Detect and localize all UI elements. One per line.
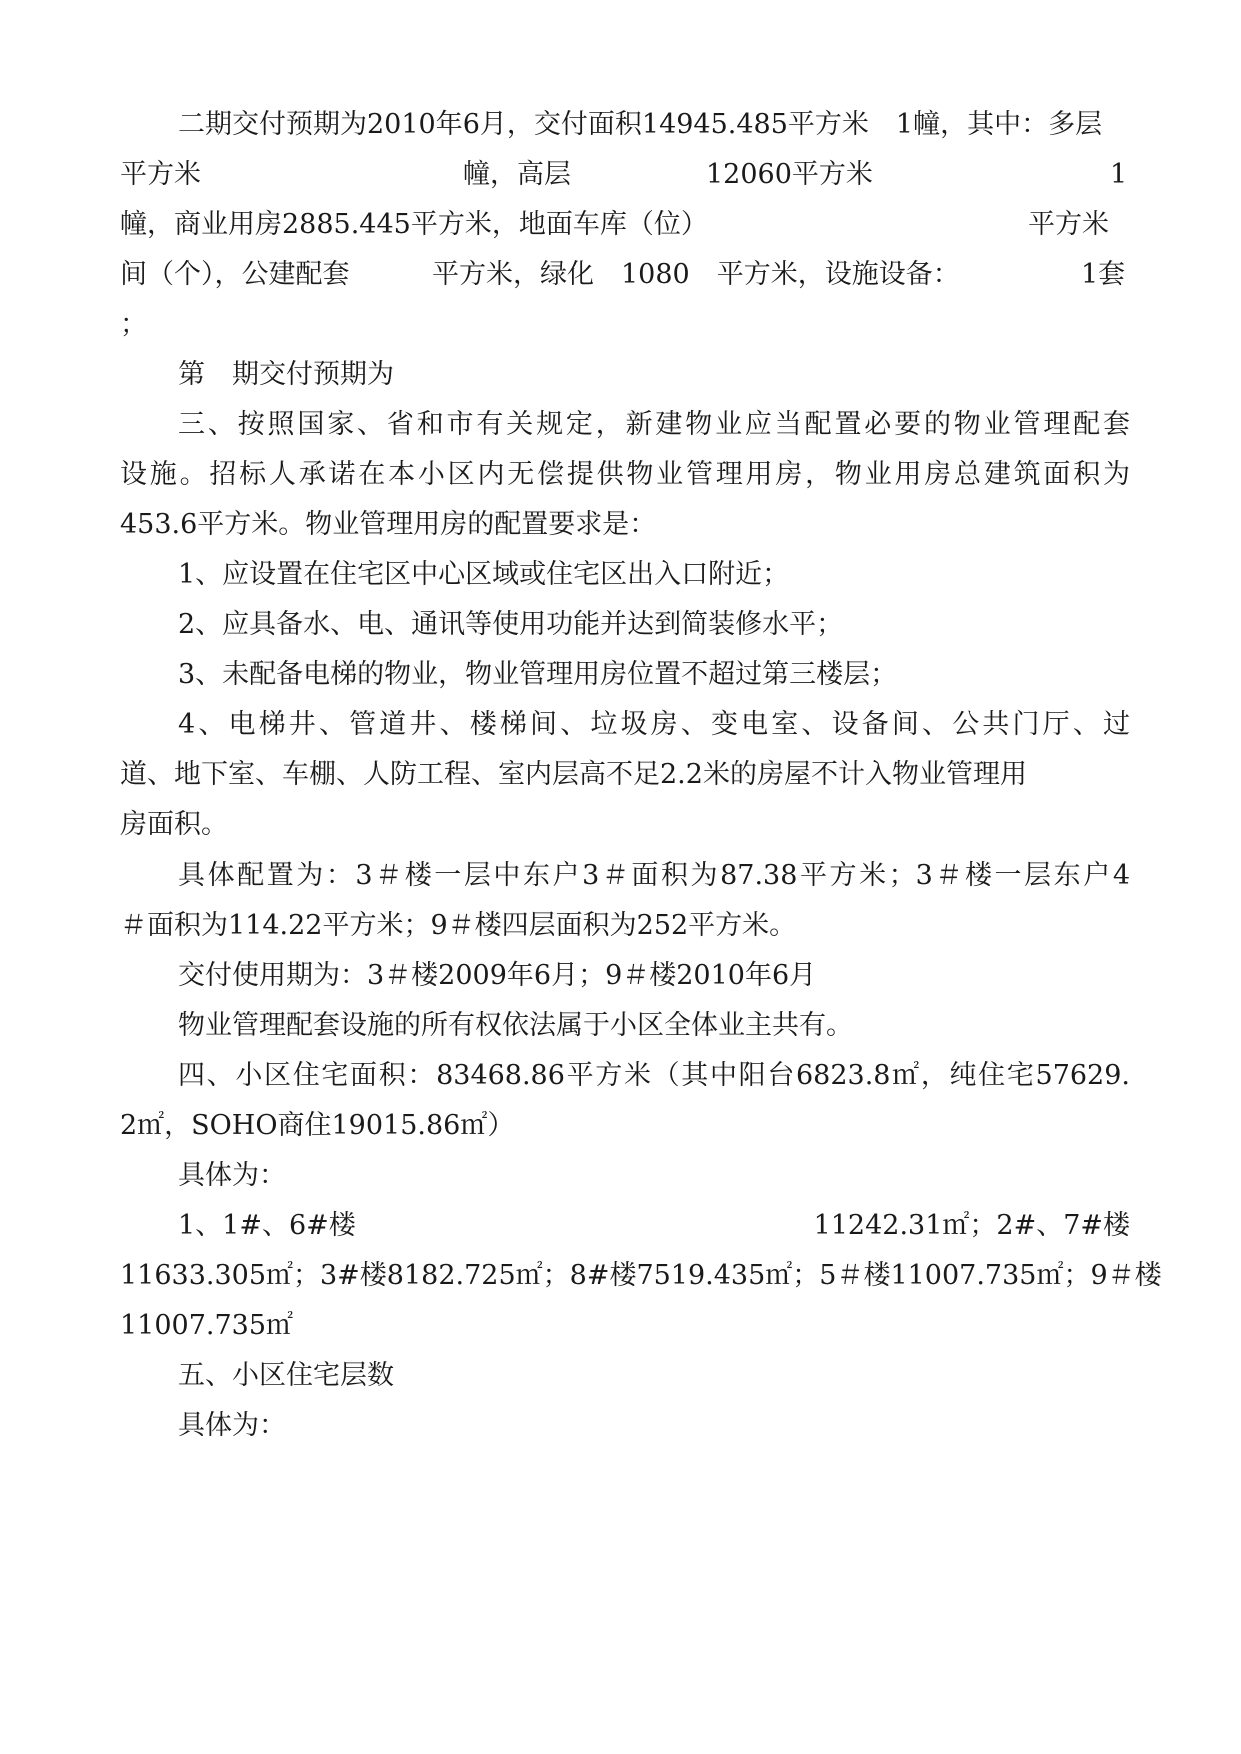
para1-line3-a: 幢，商业用房2885.445平方米，地面车库（位）	[120, 209, 708, 240]
para1-line2	[120, 157, 1130, 193]
para4-line2: 2㎡，SOHO商住19015.86㎡）	[120, 1110, 515, 1141]
ownership-statement: 物业管理配套设施的所有权依法属于小区全体业主共有。	[178, 1010, 853, 1041]
para1-line4-b: 平方米，绿化 1080 平方米，设施设备：	[432, 259, 960, 290]
para1-line2-d: 1	[1110, 159, 1128, 190]
specific-heading-2: 具体为：	[178, 1410, 286, 1441]
para1-line2-b: 幢，高层	[463, 159, 571, 190]
item-4-line1: 4、电梯井、管道井、楼梯间、垃圾房、变电室、设备间、公共门厅、过	[178, 709, 1130, 740]
para1-line5: ；	[120, 309, 147, 340]
para4-line1: 四、小区住宅面积：83468.86平方米（其中阳台6823.8㎡，纯住宅57629.	[178, 1060, 1130, 1091]
delivery-period: 交付使用期为：3＃楼2009年6月；9＃楼2010年6月	[178, 960, 817, 991]
para3-line2: 设施。招标人承诺在本小区内无偿提供物业管理用房，物业用房总建筑面积为	[120, 459, 1130, 490]
config-line1: 具体配置为：3＃楼一层中东户3＃面积为87.38平方米；3＃楼一层东户4	[178, 860, 1130, 891]
specific-heading-1: 具体为：	[178, 1160, 286, 1191]
para1-line4-c: 1套	[1081, 259, 1126, 290]
para5-line1-a: 1、1#、6#楼	[178, 1210, 356, 1241]
para1-line3	[120, 207, 1130, 243]
item-4-line3: 房面积。	[120, 809, 228, 840]
para1-line4-a: 间（个），公建配套	[120, 259, 350, 290]
para1-line2-a: 平方米	[120, 159, 201, 190]
para2: 第 期交付预期为	[178, 359, 394, 390]
para1-line4	[120, 257, 1130, 293]
item-2: 2、应具备水、电、通讯等使用功能并达到简装修水平；	[178, 609, 844, 640]
para5-line1-b: 11242.31㎡；2#、7#楼	[813, 1210, 1130, 1241]
para3-line3: 453.6平方米。物业管理用房的配置要求是：	[120, 509, 657, 540]
para5-line2: 11633.305㎡；3#楼8182.725㎡；8#楼7519.435㎡；5＃楼11007.735㎡；9＃楼	[120, 1260, 1162, 1291]
item-3: 3、未配备电梯的物业，物业管理用房位置不超过第三楼层；	[178, 659, 898, 690]
para1-line3-b: 平方米	[1028, 209, 1109, 240]
para5-line1	[120, 1208, 1130, 1244]
para1-line1: 二期交付预期为2010年6月，交付面积14945.485平方米 1幢，其中：多层	[178, 109, 1103, 140]
para5-line3: 11007.735㎡	[120, 1310, 294, 1341]
para6-heading: 五、小区住宅层数	[178, 1360, 394, 1391]
para3-line1: 三、按照国家、省和市有关规定，新建物业应当配置必要的物业管理配套	[178, 409, 1130, 440]
item-4-line2: 道、地下室、车棚、人防工程、室内层高不足2.2米的房屋不计入物业管理用	[120, 759, 1027, 790]
config-line2: ＃面积为114.22平方米；9＃楼四层面积为252平方米。	[120, 910, 797, 941]
para1-line2-c: 12060平方米	[706, 159, 873, 190]
item-1: 1、应设置在住宅区中心区域或住宅区出入口附近；	[178, 559, 790, 590]
